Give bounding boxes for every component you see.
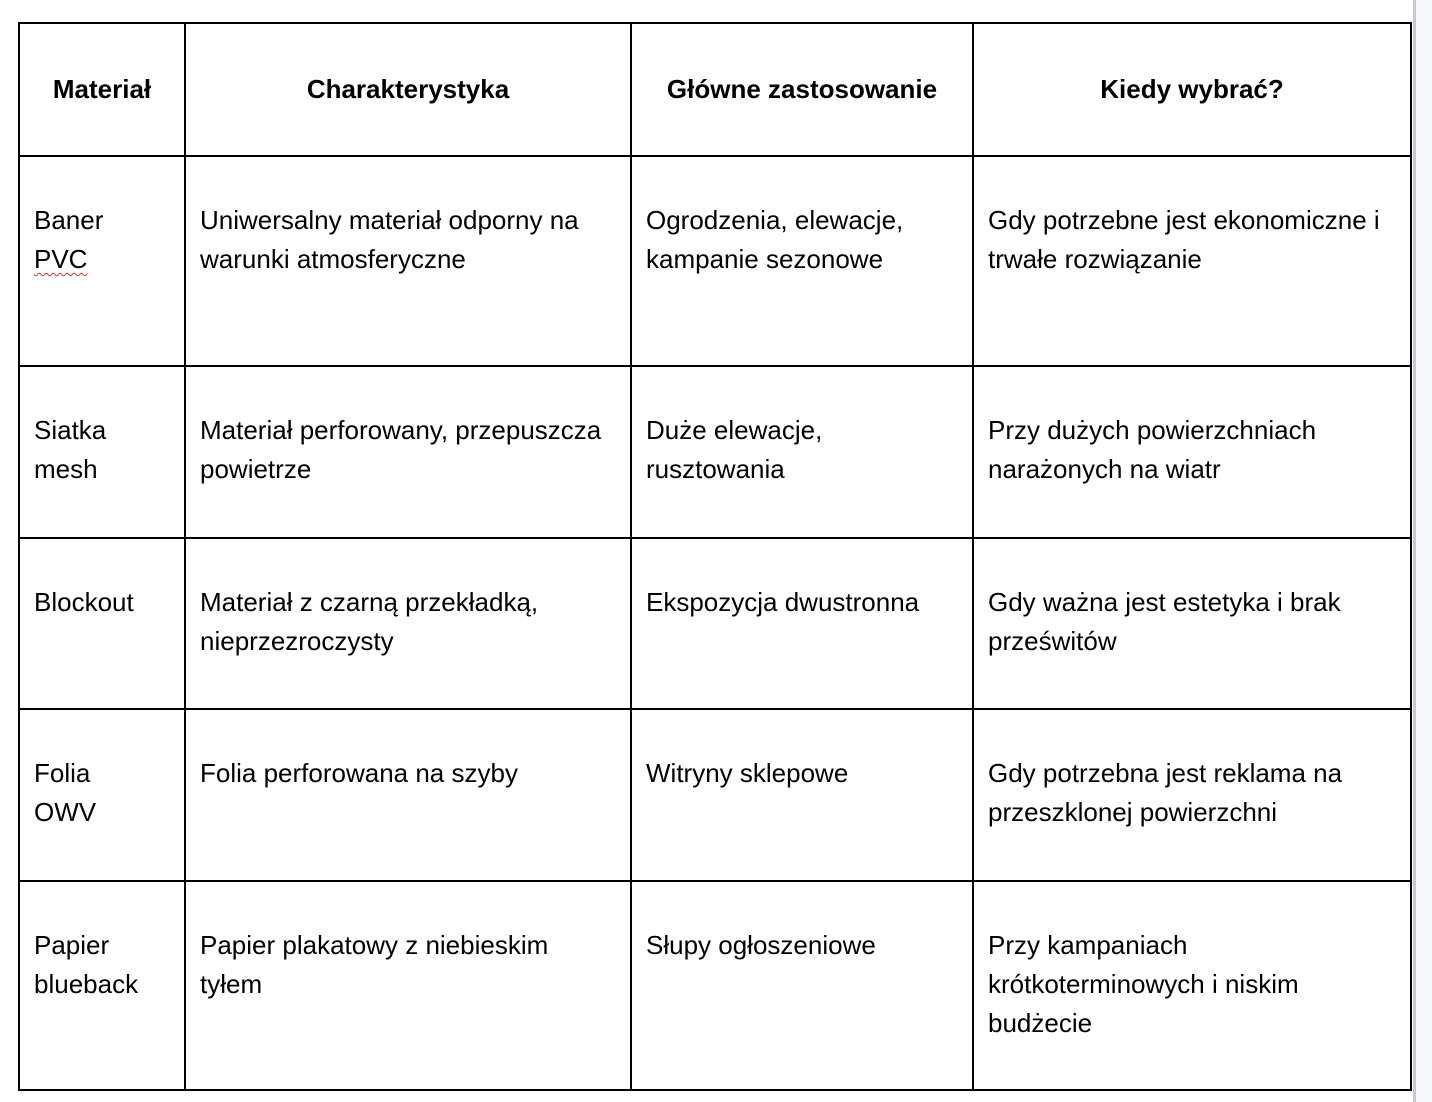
cell-when[interactable]: Gdy potrzebna jest reklama na przeszklonej powierzchni: [973, 709, 1411, 881]
material-line: Baner: [34, 205, 104, 235]
cell-material[interactable]: [19, 156, 185, 366]
materials-table: [18, 22, 1412, 1091]
table-row: [19, 709, 1411, 881]
header-when: Kiedy wybrać?: [973, 23, 1411, 156]
misspelled-word[interactable]: PVC: [34, 244, 88, 274]
cell-use[interactable]: Duże elewacje, rusztowania: [631, 366, 973, 538]
table-row: [19, 881, 1411, 1090]
material-line: Folia: [34, 758, 91, 788]
cell-characteristic[interactable]: Folia perforowana na szyby: [185, 709, 631, 881]
cell-material[interactable]: [19, 709, 185, 881]
table-row: [19, 366, 1411, 538]
cell-use[interactable]: Ogrodzenia, elewacje, kampanie sezonowe: [631, 156, 973, 366]
cell-characteristic[interactable]: Materiał z czarną przekładką, nieprzezroczysty: [185, 538, 631, 709]
cell-material[interactable]: [19, 538, 185, 709]
material-line: mesh: [34, 454, 98, 484]
cell-characteristic[interactable]: Uniwersalny materiał odporny na warunki atmosferyczne: [185, 156, 631, 366]
material-line: blueback: [34, 969, 139, 999]
cell-when[interactable]: Gdy ważna jest estetyka i brak prześwitów: [973, 538, 1411, 709]
cell-use[interactable]: Witryny sklepowe: [631, 709, 973, 881]
cell-use[interactable]: Słupy ogłoszeniowe: [631, 881, 973, 1090]
cell-characteristic[interactable]: Materiał perforowany, przepuszcza powietrze: [185, 366, 631, 538]
material-line: OWV: [34, 797, 97, 827]
cell-characteristic[interactable]: Papier plakatowy z niebieskim tyłem: [185, 881, 631, 1090]
header-use: Główne zastosowanie: [631, 23, 973, 156]
cell-when[interactable]: Gdy potrzebne jest ekonomiczne i trwałe rozwiązanie: [973, 156, 1411, 366]
cell-material[interactable]: [19, 366, 185, 538]
cell-when[interactable]: Przy kampaniach krótkoterminowych i niskim budżecie: [973, 881, 1411, 1090]
table-header-row: [19, 23, 1411, 156]
material-line: Siatka: [34, 415, 107, 445]
table-row: [19, 538, 1411, 709]
material-line: Blockout: [34, 587, 134, 617]
scrollbar-track[interactable]: [1416, 0, 1432, 1102]
material-line: Papier: [34, 930, 110, 960]
table-row: [19, 156, 1411, 366]
header-material: Materiał: [19, 23, 185, 156]
header-characteristic: Charakterystyka: [185, 23, 631, 156]
cell-use[interactable]: Ekspozycja dwustronna: [631, 538, 973, 709]
cell-material[interactable]: [19, 881, 185, 1090]
cell-when[interactable]: Przy dużych powierzchniach narażonych na wiatr: [973, 366, 1411, 538]
